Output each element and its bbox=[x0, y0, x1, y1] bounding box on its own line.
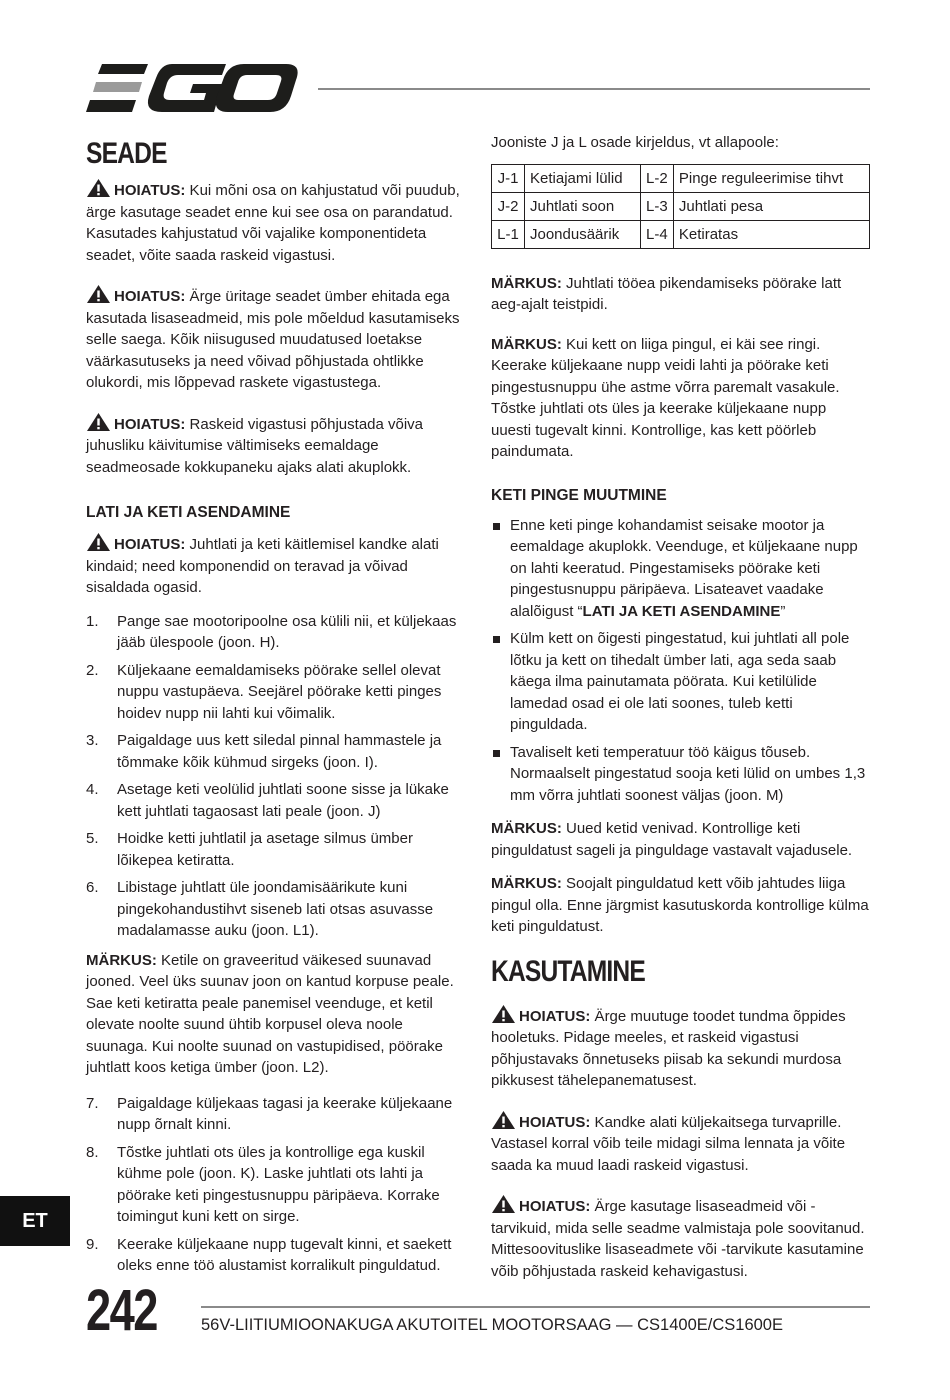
warning-text: Ärge muutuge toodet tundma õppides hooletuks. Pidage meeles, et raskeid vigastusi põhjustavaks õnnetuseks piisab ka sekundi murdosa pikkusest tähelepanematusest. bbox=[491, 1007, 846, 1089]
bullet-bold-ref: LATI JA KETI ASENDAMINE bbox=[582, 602, 781, 620]
step-text: Küljekaane eemaldamiseks pöörake sellel olevat nuppu vastupäeva. Seejärel pöörake ketti pinges hoidev nupp nii lahti kui võimalik. bbox=[117, 661, 442, 722]
steps-list-2 bbox=[86, 1093, 462, 1277]
warning-label: HOIATUS: bbox=[114, 288, 186, 305]
list-item bbox=[491, 515, 870, 623]
note-text: Uued ketid venivad. Kontrollige keti pinguldatust sageli ja pinguldage vastavalt vajadusele. bbox=[491, 820, 853, 859]
step-number: 2. bbox=[86, 661, 99, 679]
table-cell: L-4 bbox=[640, 220, 673, 248]
warning-triangle-icon bbox=[86, 284, 111, 304]
step-number: 8. bbox=[86, 1143, 99, 1161]
note-direction bbox=[86, 950, 462, 1079]
step-text: Paigaldage küljekaas tagasi ja keerake küljekaane nupp õrnalt kinni. bbox=[117, 1094, 453, 1133]
warning-triangle-icon bbox=[491, 1110, 516, 1130]
warning-triangle-icon bbox=[491, 1194, 516, 1214]
note-bar-life bbox=[491, 273, 870, 316]
left-column bbox=[86, 132, 462, 1285]
list-item bbox=[86, 779, 462, 822]
warning-text: Kandke alati küljekaitsega turvaprille. Vastasel korral võib teile midagi silma lennata ja võite saada ka muud laadi raskeid vigastusi. bbox=[491, 1113, 846, 1174]
table-cell: Pinge reguleerimise tihvt bbox=[673, 164, 869, 192]
table-cell: L-1 bbox=[492, 220, 525, 248]
section-title-kasutamine: KASUTAMINE bbox=[491, 954, 645, 988]
table-row bbox=[492, 220, 870, 248]
step-number: 7. bbox=[86, 1094, 99, 1112]
table-row bbox=[492, 164, 870, 192]
warning-3 bbox=[86, 412, 462, 479]
ego-logo bbox=[86, 62, 298, 114]
step-text: Pange sae mootoripoolne osa külili nii, et küljekaas jääb ülespoole (joon. H). bbox=[117, 612, 457, 651]
warning-text: Ärge kasutage lisaseadmeid või -tarvikuid, mida selle seadme valmistaja pole soovitanud. Mittesoovituslike lisaseadmete või -tarvikute kasutamine võib põhjustada raskeid kehavigastusi. bbox=[491, 1198, 865, 1280]
list-item bbox=[491, 628, 870, 736]
right-column bbox=[491, 132, 870, 1300]
table-cell: J-2 bbox=[492, 192, 525, 220]
bullet-text-end: ” bbox=[780, 602, 786, 620]
list-item bbox=[86, 1142, 462, 1228]
parts-table bbox=[491, 164, 870, 249]
note-tight-chain bbox=[491, 334, 870, 463]
table-row bbox=[492, 192, 870, 220]
header-rule bbox=[318, 88, 870, 90]
warning-text: Juhtlati ja keti käitlemisel kandke alati kindaid; need komponendid on teravad ja võivad sisaldada ogasid. bbox=[86, 536, 439, 596]
page-number: 242 bbox=[86, 1278, 157, 1343]
step-number: 6. bbox=[86, 879, 99, 896]
step-number: 3. bbox=[86, 732, 99, 749]
step-number: 5. bbox=[86, 830, 99, 847]
steps-list-1 bbox=[86, 611, 462, 942]
table-cell: Juhtlati pesa bbox=[673, 192, 869, 220]
section-title-seade: SEADE bbox=[86, 137, 167, 170]
warning-triangle-icon bbox=[86, 532, 111, 552]
warning-label: HOIATUS: bbox=[519, 1007, 591, 1025]
step-text: Keerake küljekaane nupp tugevalt kinni, et saekett oleks enne töö alustamist korralikult pinguldatud. bbox=[117, 1235, 452, 1274]
note-text: Soojalt pinguldatud kett võib jahtudes liiga pingul olla. Enne järgmist kasutuskorda kontrollige külma keti pinguldatust. bbox=[491, 875, 869, 935]
warning-2 bbox=[86, 284, 462, 394]
warning-label: HOIATUS: bbox=[114, 182, 186, 199]
bullet-text: Enne keti pinge kohandamist seisake mootor ja eemaldage akuplokk. Veenduge, et küljekaane nupp on lahti keeratud. Pingestamiseks pöörake keti pingestusnuppu päripäeva. Lisateavet vaadake alalõigust “ bbox=[510, 516, 858, 620]
warning-lati bbox=[86, 532, 462, 599]
warning-4 bbox=[491, 1004, 870, 1092]
note-text: Juhtlati tööea pikendamiseks pöörake latt aeg-ajalt teistpidi. bbox=[491, 274, 842, 313]
list-item bbox=[86, 660, 462, 725]
note-label: MÄRKUS: bbox=[491, 820, 562, 837]
section-title-lati: LATI JA KETI ASENDAMINE bbox=[86, 504, 291, 521]
step-number: 1. bbox=[86, 612, 99, 630]
warning-1 bbox=[86, 178, 462, 266]
step-text: Paigaldage uus kett siledal pinnal hammastele ja tõmmake kõik kühmud sirgeks (joon. I). bbox=[117, 732, 442, 771]
table-cell: Ketiratas bbox=[673, 220, 869, 248]
tension-bullets bbox=[491, 515, 870, 807]
warning-6 bbox=[491, 1194, 870, 1282]
note-text: Kui kett on liiga pingul, ei käi see ringi. Keerake küljekaane nupp veidi lahti ja pöörake keti pingestusnuppu ühe astme võrra paremalt vasakule. Tõstke juhtlati ots üles ja keerake küljekaane nupp uuesti tugevalt kinni. Kontrollige, kas kett pöörleb paindumata. bbox=[491, 335, 840, 460]
bullet-text: Tavaliselt keti temperatuur töö käigus tõuseb. Normaalselt pingestatud sooja keti lülid on umbes 1,3 mm võrra juhtlati soonest väljas (joon. M) bbox=[510, 743, 866, 804]
step-text: Libistage juhtlatt üle joondamisäärikute kuni pingekohandustihvt siseneb lati otsas asuvasse madalamasse auku (joon. L1). bbox=[117, 879, 434, 939]
note-new-chains bbox=[491, 818, 870, 861]
note-label: MÄRKUS: bbox=[491, 875, 562, 892]
step-text: Asetage keti veolülid juhtlati soone sisse ja lükake kett juhtlati tagaosast lati peale (joon. J) bbox=[117, 781, 449, 820]
bullet-text: Külm kett on õigesti pingestatud, kui juhtlati all pole lõtku ja kett on tihedalt ümber lati, aga seda saab käega ilma painutamata pöörata. Kui ketilülide lamedad osad ei ole lati soones, tuleb ketti pinguldada. bbox=[510, 630, 850, 733]
step-number: 9. bbox=[86, 1235, 99, 1253]
table-cell: L-3 bbox=[640, 192, 673, 220]
table-cell: J-1 bbox=[492, 164, 525, 192]
note-label: MÄRKUS: bbox=[491, 274, 562, 292]
warning-triangle-icon bbox=[491, 1004, 516, 1024]
note-label: MÄRKUS: bbox=[491, 335, 562, 353]
note-warm-chain bbox=[491, 873, 870, 938]
list-item bbox=[86, 1234, 462, 1277]
parts-intro: Jooniste J ja L osade kirjeldus, vt allapoole: bbox=[491, 134, 779, 151]
warning-triangle-icon bbox=[86, 412, 111, 432]
note-label: MÄRKUS: bbox=[86, 951, 157, 969]
warning-label: HOIATUS: bbox=[114, 415, 186, 433]
table-cell: Juhtlati soon bbox=[525, 192, 641, 220]
warning-label: HOIATUS: bbox=[114, 536, 186, 553]
list-item bbox=[491, 742, 870, 807]
list-item bbox=[86, 1093, 462, 1136]
section-title-pinge: KETI PINGE MUUTMINE bbox=[491, 486, 667, 504]
language-tab: ET bbox=[0, 1196, 70, 1246]
list-item bbox=[86, 730, 462, 773]
step-number: 4. bbox=[86, 781, 99, 798]
step-text: Hoidke ketti juhtlatil ja asetage silmus ümber lõikepea ketiratta. bbox=[117, 830, 413, 869]
note-text: Ketile on graveeritud väikesed suunavad jooned. Veel üks suunav joon on kantud korpuse peale. Sae keti ketiratta peale panemisel veenduge, et ketil olevate noolte suund ühtib korpusel oleva noole suunaga. Kui noolte suunad on vastupidised, pöörake juhtlatt koos ketiga ümber (joon. L2). bbox=[86, 951, 454, 1076]
warning-text: Kui mõni osa on kahjustatud või puudub, ärge kasutage seadet enne kui see osa on parandatud. Kasutades kahjustatud või vajalike komponentideta seadet, võite saada raskeid vigastusi. bbox=[86, 182, 460, 264]
footer-product-title: 56V-LIITIUMIOONAKUGA AKUTOITEL MOOTORSAAG — CS1400E/CS1600E bbox=[201, 1316, 783, 1334]
warning-label: HOIATUS: bbox=[519, 1198, 591, 1215]
step-text: Tõstke juhtlati ots üles ja kontrollige ega kuskil kühme pole (joon. K). Laske juhtlati ots lahti ja pöörake keti pingestusnuppu päripäeva. Korrake toimingut kuni kett on sirge. bbox=[117, 1143, 440, 1225]
warning-triangle-icon bbox=[86, 178, 111, 198]
list-item bbox=[86, 828, 462, 871]
warning-text: Ärge üritage seadet ümber ehitada ega kasutada lisaseadmeid, mis pole mõeldud kasutamiseks selle saega. Kõik niisugused muudatused loetakse väärkasutuseks ja need võivad põhjustada ohtlikke olukordi, mis lõppevad raskete vigastustega. bbox=[86, 288, 460, 391]
warning-label: HOIATUS: bbox=[519, 1113, 591, 1131]
list-item bbox=[86, 877, 462, 942]
warning-text: Raskeid vigastusi põhjustada võiva juhusliku käivitumise vältimiseks eemaldage seadmeosade kokkupaneku ajaks alati akuplokk. bbox=[86, 415, 424, 476]
list-item bbox=[86, 611, 462, 654]
warning-5 bbox=[491, 1110, 870, 1177]
table-cell: Joondusäärik bbox=[525, 220, 641, 248]
footer-rule bbox=[201, 1306, 870, 1308]
table-cell: L-2 bbox=[640, 164, 673, 192]
table-cell: Ketiajami lülid bbox=[525, 164, 641, 192]
